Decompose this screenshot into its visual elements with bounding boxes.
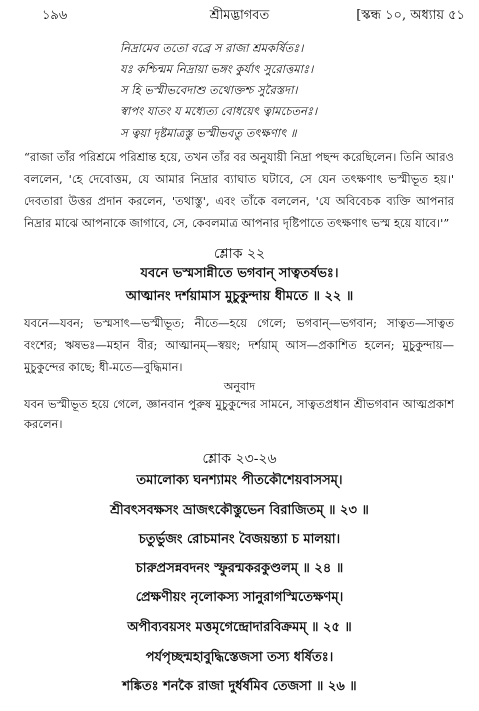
sloka-23-26-line: অপীব্যবয়সং মত্তমৃগেন্দ্রোদারবিক্রমম্ ॥ ২৫ ॥ bbox=[127, 620, 352, 635]
sanskrit-quote-line: স্বাপং যাতং য মধ্যেত্য বোধয়েৎ ত্বামচেতনঃ। bbox=[120, 104, 318, 118]
sloka-23-26-heading: শ্লোক ২৩-২৬ bbox=[202, 451, 277, 467]
sloka-23-26-line: তমালোক্য ঘনশ্যামং পীতকৌশেয়বাসসম্। bbox=[136, 473, 343, 488]
translation-quote: “রাজা তাঁর পরিশ্রমে পরিশ্রান্ত হয়ে, তখন তাঁর বর অনুযায়ী নিদ্রা পছন্দ করেছিলেন। তিনি আরও বললেন, 'হে দেবোত্তম, যে আমার নিদ্রার ব্যাঘাত ঘটাবে, সে যেন তৎক্ষণাৎ ভস্মীভূত হয়।' দেবতারা উত্তর প্রদান করলেন, 'তথাস্তু', এবং তাঁকে বললেন, 'যে অবিবেচক ব্যক্তি আপনার নিদ্রার মাঝে আপনাকে জাগাবে, সে, কেবলমাত্র আপনার দৃষ্টিপাতে তৎক্ষণাৎ ভস্ম হয়ে যাবে।'” bbox=[24, 150, 454, 230]
sloka-23-26-line: শ্রীবৎসবক্ষসং ভ্রাজৎকৌস্তুভেন বিরাজিতম্ ॥ ২৩ ॥ bbox=[110, 503, 369, 518]
sanskrit-quote-line: যঃ কশ্চিন্মম নিদ্রায়া ভঙ্গং কুর্যাৎ সুরোত্তমাঃ। bbox=[120, 62, 314, 76]
sloka-22-line: যবনে ভস্মসান্নীতে ভগবান্ সাত্বতর্ষভঃ। bbox=[140, 266, 339, 281]
sanskrit-quote-line: নিদ্রামেব ততো বব্রে স রাজা শ্রমকর্ষিতঃ। bbox=[120, 41, 304, 55]
sloka-23-26-line: প্রেক্ষণীয়ং নৃলোকস্য সানুরাগস্মিতেক্ষণম্। bbox=[135, 590, 344, 605]
page-header bbox=[0, 0, 479, 28]
sloka-22-translation: যবন ভস্মীভূত হয়ে গেলে, জ্ঞানবান পুরুষ মুচুকুন্দের সামনে, সাত্বতপ্রধান শ্রীভগবান আত্মপ্রকাশ করলেন। bbox=[24, 397, 454, 431]
sanskrit-quote-line: স ত্বয়া দৃষ্টমাত্রস্তু ভস্মীভবতু তৎক্ষণাৎ ॥ bbox=[120, 126, 297, 140]
sloka-22-synonyms: যবনে—যবন; ভস্মসাৎ—ভস্মীভূত; নীতে—হয়ে গেলে; ভগবান্—ভগবান; সাত্বত—সাত্বত বংশের; ঋষভঃ—মহান বীর; আত্মানম্—স্বয়ং; দর্শয়াম্ আস—প্রকাশিত হলেন; মুচুকুন্দায়—মুচুকুন্দের কাছে; ধী-মতে—বুদ্ধিমান। bbox=[24, 316, 454, 374]
sloka-23-26-line: শঙ্কিতঃ শনকৈ রাজা দুর্ধর্ষমিব তেজসা ॥ ২৬ ॥ bbox=[122, 679, 357, 694]
sloka-22-heading: শ্লোক ২২ bbox=[213, 246, 266, 262]
sloka-22-line: আত্মানং দর্শয়ামাস মুচুকুন্দায় ধীমতে ॥ ২২ ॥ bbox=[125, 289, 354, 304]
anubad-heading: অনুবাদ bbox=[223, 380, 256, 393]
sloka-23-26-line: চতুর্ভুজং রোচমানং বৈজয়ন্ত্যা চ মালয়া। bbox=[138, 532, 341, 547]
sloka-23-26-line: পর্যপৃচ্ছন্মহাবুদ্ধিস্তেজসা তস্য ধর্ষিতঃ। bbox=[145, 650, 334, 665]
book-title: শ্রীমদ্ভাগবত bbox=[209, 8, 270, 23]
sanskrit-quote-line: স হি ভস্মীভবেদাশু তথোক্তশ্চ সুরৈস্তদা। bbox=[120, 83, 298, 97]
chapter-reference: [স্কন্ধ ১০, অধ্যায় ৫১ bbox=[356, 8, 465, 23]
sloka-23-26-line: চারুপ্রসন্নবদনং স্ফুরন্মকরকুণ্ডলম্ ॥ ২৪ ॥ bbox=[135, 561, 344, 576]
page-number: ১৯৬ bbox=[42, 8, 68, 23]
